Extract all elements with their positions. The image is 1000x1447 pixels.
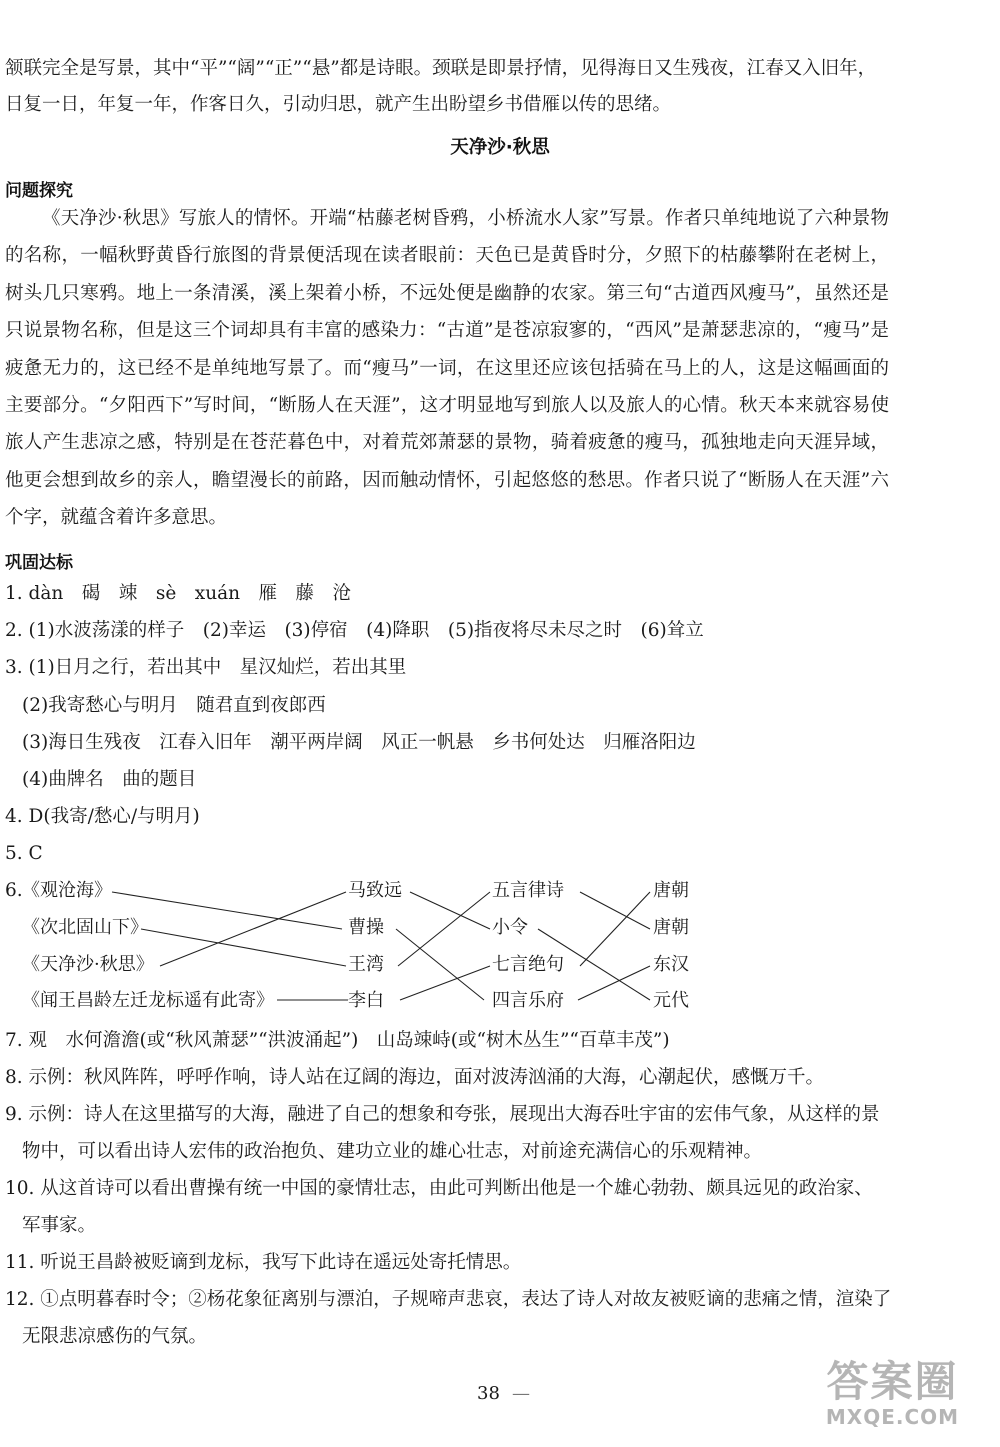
match-work-1: 《观沧海》 [22, 880, 112, 901]
answer-9-1: 9. 示例：诗人在这里描写的大海，融进了自己的想象和夸张，展现出大海吞吐宇宙的宏伟气象，从这样的景 [5, 1104, 880, 1125]
match-era-4: 元代 [653, 990, 689, 1011]
match-form-3: 七言绝句 [492, 954, 564, 975]
match-era-1: 唐朝 [653, 880, 689, 901]
answer-6-number: 6. [5, 880, 23, 901]
poem-title: 天净沙·秋思 [450, 137, 550, 158]
answer-12-2: 无限悲凉感伤的气氛。 [22, 1326, 208, 1347]
match-work-2: 《次北固山下》 [22, 917, 148, 938]
answer-3-2: (2)我寄愁心与明月 随君直到夜郎西 [22, 695, 326, 716]
match-author-4: 李白 [348, 990, 384, 1011]
answer-2: 2. (1)水波荡漾的样子 (2)幸运 (3)停宿 (4)降职 (5)指夜将尽未尽之时 (6)耸立 [5, 620, 704, 641]
answer-9-2: 物中，可以看出诗人宏伟的政治抱负、建功立业的雄心壮志，对前途充满信心的乐观精神。 [22, 1141, 763, 1162]
page-dash: — [512, 1383, 530, 1404]
answer-8: 8. 示例：秋风阵阵，呼呼作响，诗人站在辽阔的海边，面对波涛汹涌的大海，心潮起伏，感慨万千。 [5, 1067, 825, 1088]
section-heading-consolidate: 巩固达标 [5, 553, 73, 573]
match-work-3: 《天净沙·秋思》 [22, 954, 154, 975]
match-era-3: 东汉 [653, 954, 689, 975]
answer-1: 1. dàn 碣 竦 sè xuán 雁 藤 沧 [5, 583, 352, 604]
answer-7: 7. 观 水何澹澹(或“秋风萧瑟”“洪波涌起”) 山岛竦峙(或“树木丛生”“百草丰茂”) [5, 1030, 670, 1051]
answer-12-1: 12. ①点明暮春时令；②杨花象征离别与漂泊，子规啼声悲哀，表达了诗人对故友被贬谪的悲痛之情，渲染了 [5, 1289, 892, 1310]
answer-3-1: 3. (1)日月之行，若出其中 星汉灿烂，若出其里 [5, 657, 407, 678]
answer-10-1: 10. 从这首诗可以看出曹操有统一中国的豪情壮志，由此可判断出他是一个雄心勃勃、颇具远见的政治家、 [5, 1178, 873, 1199]
match-author-1: 马致远 [348, 880, 402, 901]
explore-paragraph: 《天净沙·秋思》写旅人的情怀。开端“枯藤老树昏鸦，小桥流水人家”写景。作者只单纯地说了六种景物的名称，一幅秋野黄昏行旅图的背景便活现在读者眼前：天色已是黄昏时分，夕照下的枯藤攀附在老树上，树头几只寒鸦。地上一条清溪，溪上架着小桥，不远处便是幽静的农家。第三句“古道西风瘦马”，虽然还是只说景物名称，但是这三个词却具有丰富的感染力：“古道”是苍凉寂寥的，“西风”是萧瑟悲凉的，“瘦马”是疲惫无力的，这已经不是单纯地写景了。而“瘦马”一词，在这里还应该包括骑在马上的人，这是这幅画面的主要部分。“夕阳西下”写时间，“断肠人在天涯”，这才明显地写到旅人以及旅人的心情。秋天本来就容易使旅人产生悲凉之感，特别是在苍茫暮色中，对着荒郊萧瑟的景物，骑着疲惫的瘦马，孤独地走向天涯异域，他更会想到故乡的亲人，瞻望漫长的前路，因而触动情怀，引起悠悠的愁思。作者只说了“断肠人在天涯”六个字，就蕴含着许多意思。 [5, 208, 889, 529]
answer-3-4: (4)曲牌名 曲的题目 [22, 769, 197, 790]
page-number: 38 [477, 1383, 500, 1404]
answer-5: 5. C [5, 843, 43, 864]
intro-line-1: 颔联完全是写景，其中“平”“阔”“正”“悬”都是诗眼。颈联是即景抒情，见得海日又生残夜，江春又入旧年， [5, 58, 877, 79]
match-author-3: 王湾 [348, 954, 384, 975]
answer-11: 11. 听说王昌龄被贬谪到龙标，我写下此诗在遥远处寄托情思。 [5, 1252, 522, 1273]
watermark-logo [800, 1358, 985, 1438]
match-form-1: 五言律诗 [492, 880, 564, 901]
match-work-4: 《闻王昌龄左迁龙标遥有此寄》 [22, 990, 274, 1011]
match-form-2: 小令 [492, 917, 528, 938]
match-author-2: 曹操 [348, 917, 384, 938]
watermark-seal: 答案圈 [826, 1357, 959, 1406]
watermark-url: MXQE.COM [825, 1405, 960, 1429]
answer-10-2: 军事家。 [22, 1215, 97, 1236]
match-form-4: 四言乐府 [492, 990, 564, 1011]
match-era-2: 唐朝 [653, 917, 689, 938]
answer-3-3: (3)海日生残夜 江春入旧年 潮平两岸阔 风正一帆悬 乡书何处达 归雁洛阳边 [22, 732, 696, 753]
intro-line-2: 日复一日，年复一年，作客日久，引动归思，就产生出盼望乡书借雁以传的思绪。 [5, 94, 672, 115]
section-heading-explore: 问题探究 [5, 181, 73, 201]
answer-4: 4. D(我寄/愁心/与明月) [5, 806, 200, 827]
